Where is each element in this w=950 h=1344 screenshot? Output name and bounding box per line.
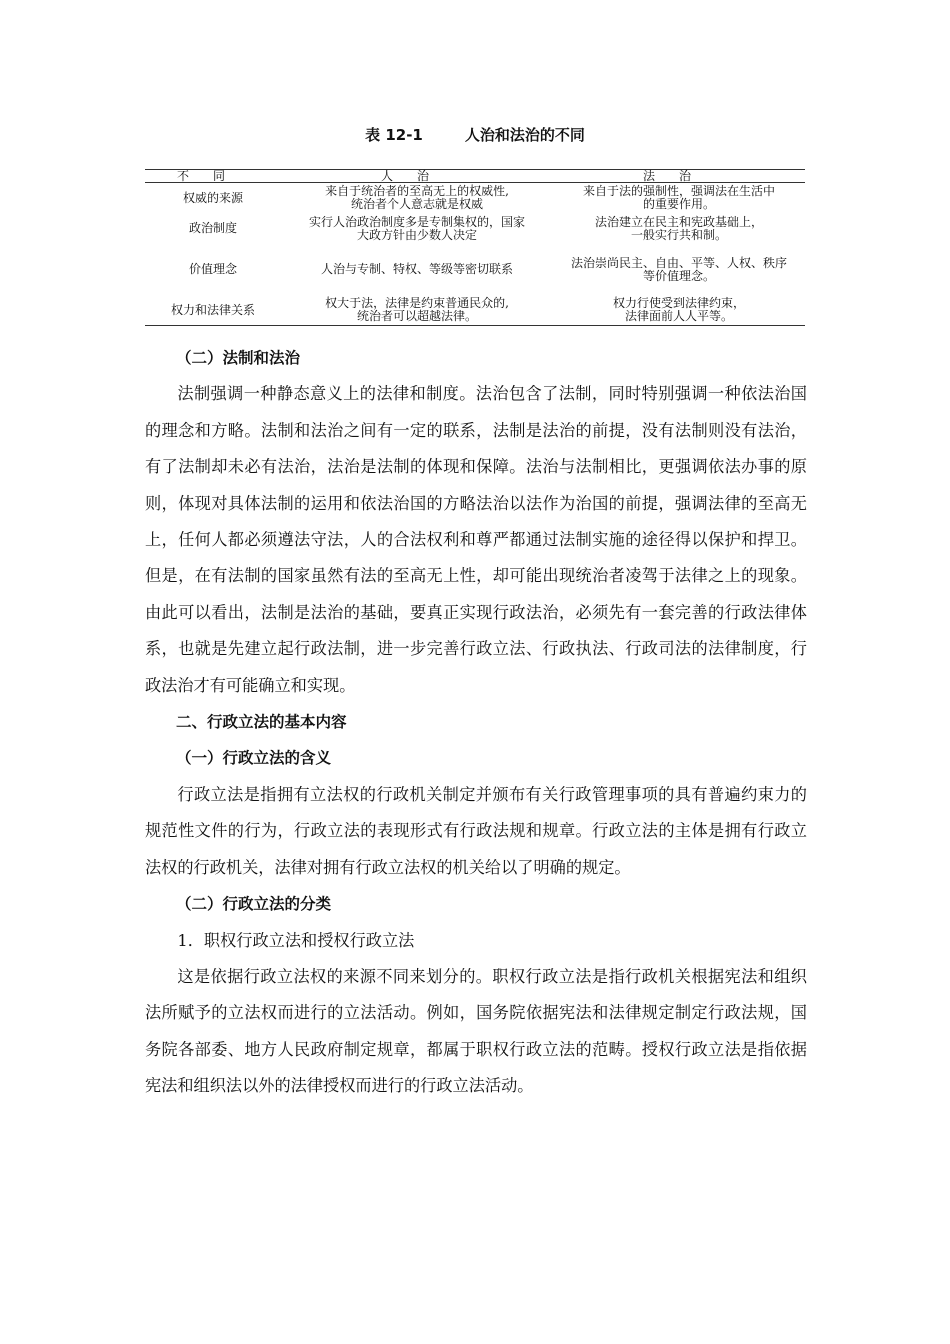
row-label: 权力和法律关系 [145,296,281,326]
rule-of-man-cell [281,183,553,214]
cell-line: 来自于统治者的至高无上的权威性, [325,184,509,199]
table-row [145,296,805,326]
row-label: 权威的来源 [182,190,243,205]
table-row [145,244,805,296]
table-header-cell: 法治 [553,170,805,183]
cell-line: 法律面前人人平等。 [624,309,733,324]
cell-line: 权大于法，法律是约束普通民众的, [325,296,509,311]
chapter-heading: 二、行政立法的基本内容 [176,713,347,732]
paragraph: 法制强调一种静态意义上的法律和制度。法治包含了法制，同时特别强调一种依法治国的理念和方略。法制和法治之间有一定的联系，法制是法治的前提，没有法制则没有法治，有了法制却未必有法治，法治是法制的体现和保障。法治与法制相比，更强调依法办事的原则，体现对具体法制的运用和依法治国的方略法治以法作为治国的前提，强调法律的至高无上，任何人都必须遵法守法，人的合法权利和尊严都通过法制实施的途径得以保护和捍卫。但是，在有法制的国家虽然有法的至高无上性，却可能出现统治者凌驾于法律之上的现象。由此可以看出，法制是法治的基础，要真正实现行政法治，必须先有一套完善的行政法律体系，也就是先建立起行政法制，进一步完善行政立法、行政执法、行政司法的法律制度，行政法治才有可能确立和实现。 [145,384,807,695]
table-caption-title: 人治和法治的不同 [464,126,585,144]
rule-of-law-cell [553,244,805,296]
table-caption-number: 表 12-1 [365,126,423,144]
cell-line: 来自于法的强制性，强调法在生活中 [582,184,775,199]
rule-of-man-cell [281,296,553,326]
cell-line: 一般实行共和制。 [630,227,727,242]
row-label: 政治制度 [188,221,237,235]
rule-of-man-cell [281,214,553,244]
cell-line: 法治建立在民主和宪政基础上， [594,214,763,229]
section-heading: （一）行政立法的含义 [176,749,332,768]
table-header-cell: 人治 [281,170,553,183]
item-heading: 1．职权行政立法和授权行政立法 [177,930,415,950]
paragraph: 这是依据行政立法权的来源不同来划分的。职权行政立法是指行政机关根据宪法和组织法所赋予的立法权而进行的立法活动。例如，国务院依据宪法和法律规定制定行政法规，国务院各部委、地方人民政府制定规章，都属于职权行政立法的范畴。授权行政立法是指依据宪法和组织法以外的法律授权而进行的行政立法活动。 [145,966,807,1096]
rule-of-man-cell [281,244,553,296]
paragraph: 行政立法是指拥有立法权的行政机关制定并颁布有关行政管理事项的具有普遍约束力的规范性文件的行为，行政立法的表现形式有行政法规和规章。行政立法的主体是拥有行政立法权的行政机关，法律对拥有行政立法权的机关给以了明确的规定。 [145,784,807,877]
cell-line: 实行人治政治制度多是专制集权的，国家 [308,214,525,229]
cell-line: 的重要作用。 [642,197,715,212]
cell-line: 统治者可以超越法律。 [356,309,477,324]
table-header-cell: 不同 [145,170,281,183]
section-heading: （二）行政立法的分类 [176,895,332,914]
cell-line: 等价值理念。 [642,268,715,283]
cell-line: 人治与专制、特权、等级等密切联系 [320,262,513,276]
section-heading: （二）法制和法治 [176,349,301,367]
row-label: 价值理念 [188,262,237,276]
comparison-table [145,169,805,326]
cell-line: 大政方针由少数人决定 [356,227,477,242]
cell-line: 法治崇尚民主、自由、平等、人权、秩序 [570,255,787,270]
rule-of-law-cell [553,183,805,214]
cell-line: 权力行使受到法律约束， [612,296,745,311]
rule-of-law-cell [553,214,805,244]
rule-of-law-cell [553,296,805,326]
body-text [145,340,807,1105]
table-header-row [145,170,805,183]
table-row [145,214,805,244]
table-row [145,183,805,214]
table-caption [0,124,950,145]
cell-line: 统治者个人意志就是权威 [350,197,483,212]
